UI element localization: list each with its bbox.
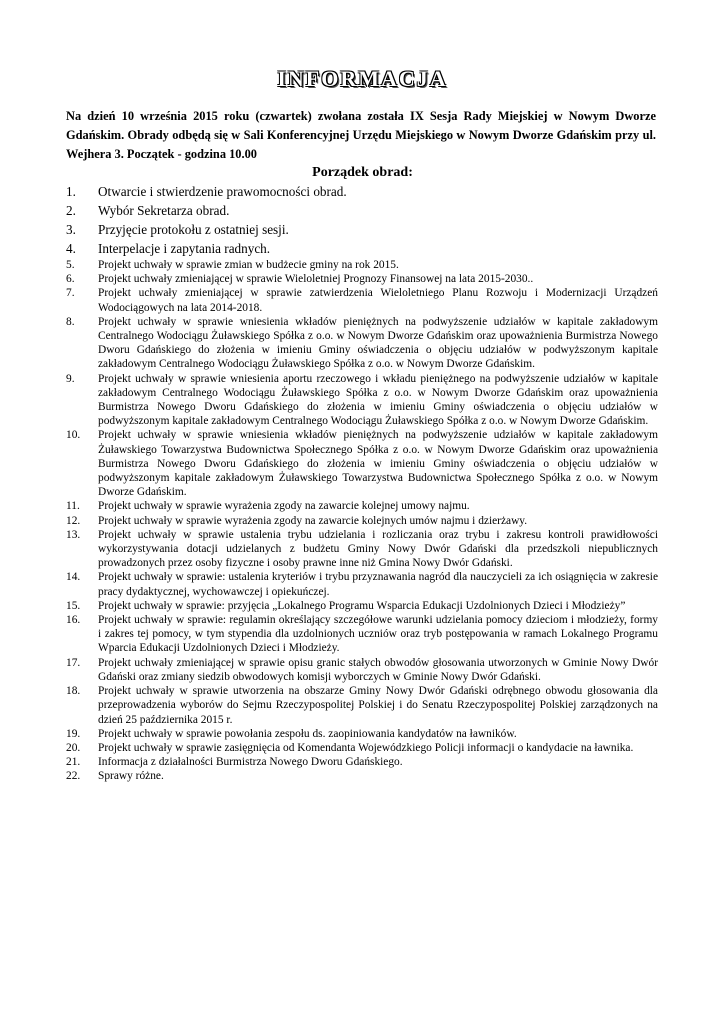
agenda-item-number: 4.: [66, 241, 76, 256]
agenda-item-text: Otwarcie i stwierdzenie prawomocności obrad.: [98, 184, 347, 199]
agenda-item-text: Projekt uchwały w sprawie wniesienia wkładów pieniężnych na podwyższenie udziałów w kapitale zakładowym Centralnego Wodociągu Żuławskiego Spółka z o.o. w Nowym Dworze Gdańskim oraz upoważnienia Burmistrza Nowego Dworu Gdańskiego do złożenia w imieniu Gminy oświadczenia o objęciu udziałów w podwyższonym kapitale zakładowym Centralnego Wodociągu Żuławskiego Spółka z o.o. w Nowym Dworze Gdańskim.: [98, 315, 658, 371]
agenda-item-number: 8.: [66, 315, 75, 328]
agenda-item-number: 3.: [66, 222, 76, 237]
agenda-item: [66, 684, 658, 727]
agenda-item: [66, 656, 658, 684]
agenda-item: [66, 182, 658, 201]
agenda-item-text: Projekt uchwały w sprawie zasięgnięcia od Komendanta Wojewódzkiego Policji informacji o kandydacie na ławnika.: [98, 741, 634, 754]
agenda-item: [66, 315, 658, 372]
agenda-item-text: Projekt uchwały w sprawie wyrażenia zgody na zawarcie kolejnych umów najmu i dzierżawy.: [98, 514, 528, 527]
agenda-item: [66, 741, 658, 755]
agenda-item-text: Projekt uchwały w sprawie: ustalenia kryteriów i trybu przyznawania nagród dla nauczycieli za ich osiągnięcia w zakresie pracy dydaktycznej, wychowawczej i opiekuńczej.: [98, 571, 658, 598]
agenda-item-number: 10.: [66, 429, 81, 442]
agenda-item-number: 9.: [66, 372, 75, 385]
agenda-item-number: 6.: [66, 273, 75, 286]
agenda-item-number: 5.: [66, 259, 75, 271]
agenda-item-text: Projekt uchwały w sprawie powołania zespołu ds. zaopiniowania kandydatów na ławników.: [98, 727, 517, 740]
agenda-item-number: 19.: [66, 727, 81, 740]
document-title: INFORMACJA: [277, 66, 448, 91]
agenda-item-number: 15.: [66, 599, 81, 612]
agenda-item-text: Projekt uchwały w sprawie ustalenia trybu udzielania i rozliczania oraz trybu i zakresu kontroli prawidłowości wykorzystywania dotacji udzielanych z budżetu Gminy Nowy Dwór Gdański dla przedszkoli niepublicznych prowadzonych przez osoby fizyczne i osoby prawne inne niż Gmina Nowy Dwór Gdański.: [98, 528, 658, 570]
agenda-item-text: Projekt uchwały w sprawie wniesienia wkładów pieniężnych na podwyższenie udziałów w kapitale zakładowym Żuławskiego Towarzystwa Budownictwa Społecznego Spółka z o.o. w Nowym Dworze Gdańskim oraz upoważnienia Burmistrza Nowego Dworu Gdańskiego do złożenia w imieniu Gminy oświadczenia o objęciu udziałów w podwyższonym kapitale zakładowym Żuławskiego Towarzystwa Budownictwa Społecznego Spółka z o.o. w Nowym Dworze Gdańskim.: [98, 429, 658, 499]
agenda-item-number: 17.: [66, 656, 81, 669]
agenda-item-text: Projekt uchwały w sprawie utworzenia na obszarze Gminy Nowy Dwór Gdański odrębnego obwodu głosowania dla przeprowadzenia wyborów do Sejmu Rzeczypospolitej Polskiej i do Senatu Rzeczypospolitej Polskiej zarządzonych na dzień 25 października 2015 r.: [98, 685, 658, 726]
agenda-item: [66, 201, 658, 220]
agenda-list: [66, 182, 658, 784]
agenda-item-text: Wybór Sekretarza obrad.: [98, 203, 230, 218]
agenda-item: [66, 528, 658, 571]
agenda-item: [66, 755, 658, 769]
agenda-item: [66, 599, 658, 613]
agenda-item: [66, 428, 658, 499]
agenda-item-number: 1.: [66, 184, 76, 199]
agenda-item-number: 16.: [66, 614, 81, 627]
agenda-item-text: Projekt uchwały w sprawie wyrażenia zgody na zawarcie kolejnej umowy najmu.: [98, 500, 470, 513]
agenda-item-text: Projekt uchwały zmieniającej w sprawie zatwierdzenia Wieloletniego Planu Rozwoju i Modernizacji Urządzeń Wodociągowych na lata 2014-2018.: [98, 287, 658, 314]
agenda-item-number: 7.: [66, 287, 75, 300]
agenda-item-number: 2.: [66, 203, 76, 218]
agenda-item-text: Sprawy różne.: [98, 770, 164, 783]
agenda-item-text: Projekt uchwały w sprawie: przyjęcia „Lokalnego Programu Wsparcia Edukacji Uzdolnionych Dzieci i Młodzieży”: [98, 599, 626, 612]
agenda-item: [66, 570, 658, 598]
agenda-item: [66, 286, 658, 314]
agenda-item: [66, 769, 658, 783]
agenda-item: [66, 258, 658, 272]
agenda-item-text: Projekt uchwały w sprawie: regulamin określający szczegółowe warunki udzielania pomocy dzieciom i młodzieży, formy i zakres tej pomocy, w tym stypendia dla uzdolnionych uczniów oraz tryb postępowania w ramach Lokalnego Programu Wparcia Edukacji Uzdolnionych Dzieci i Młodzieży.: [98, 614, 658, 655]
agenda-item: [66, 613, 658, 656]
agenda-item: [66, 514, 658, 528]
agenda-item-number: 22.: [66, 770, 81, 783]
agenda-item-number: 18.: [66, 685, 81, 698]
agenda-item: [66, 372, 658, 429]
agenda-item-text: Informacja z działalności Burmistrza Nowego Dworu Gdańskiego.: [98, 756, 403, 769]
agenda-item-text: Projekt uchwały w sprawie zmian w budżecie gminy na rok 2015.: [98, 259, 399, 271]
agenda-item: [66, 239, 658, 258]
agenda-item-number: 12.: [66, 514, 81, 527]
agenda-item-number: 14.: [66, 571, 81, 584]
agenda-item-number: 13.: [66, 528, 81, 541]
agenda-item-text: Projekt uchwały zmieniającej w sprawie Wieloletniej Prognozy Finansowej na lata 2015-2030..: [98, 273, 534, 286]
agenda-heading: Porządek obrad:: [312, 165, 413, 180]
agenda-item-number: 21.: [66, 756, 81, 769]
agenda-item-text: Interpelacje i zapytania radnych.: [98, 241, 271, 256]
agenda-item-text: Projekt uchwały w sprawie wniesienia aportu rzeczowego i wkładu pieniężnego na podwyższenie udziałów w kapitale zakładowym Centralnego Wodociągu Żuławskiego Spółka z o.o. w Nowym Dworze Gdańskim oraz upoważnienia Burmistrza Nowego Dworu Gdańskiego do złożenia w imieniu Gminy oświadczenia o objęciu udziałów w podwyższonym kapitale zakładowym Centralnego Wodociągu Żuławskiego Spółka z o.o. w Nowym Dworze Gdańskim.: [98, 372, 658, 428]
agenda-item-text: Przyjęcie protokołu z ostatniej sesji.: [98, 222, 289, 237]
agenda-item: [66, 727, 658, 741]
intro-paragraph: Na dzień 10 września 2015 roku (czwartek) zwołana została IX Sesja Rady Miejskiej w Nowym Dworze Gdańskim. Obrady odbędą się w Sali Konferencyjnej Urzędu Miejskiego w Nowym Dworze Gdańskim przy ul. Wejhera 3. Początek - godzina 10.00: [66, 109, 656, 161]
agenda-item-number: 11.: [66, 500, 80, 513]
agenda-item: [66, 499, 658, 513]
agenda-item: [66, 272, 658, 286]
agenda-item-number: 20.: [66, 741, 81, 754]
agenda-item-text: Projekt uchwały zmieniającej w sprawie opisu granic stałych obwodów głosowania utworzonych w Gminie Nowy Dwór Gdański oraz zmiany siedzib obwodowych komisji wyborczych w Gminie Nowy Dwór Gdański.: [98, 656, 658, 683]
agenda-item: [66, 220, 658, 239]
